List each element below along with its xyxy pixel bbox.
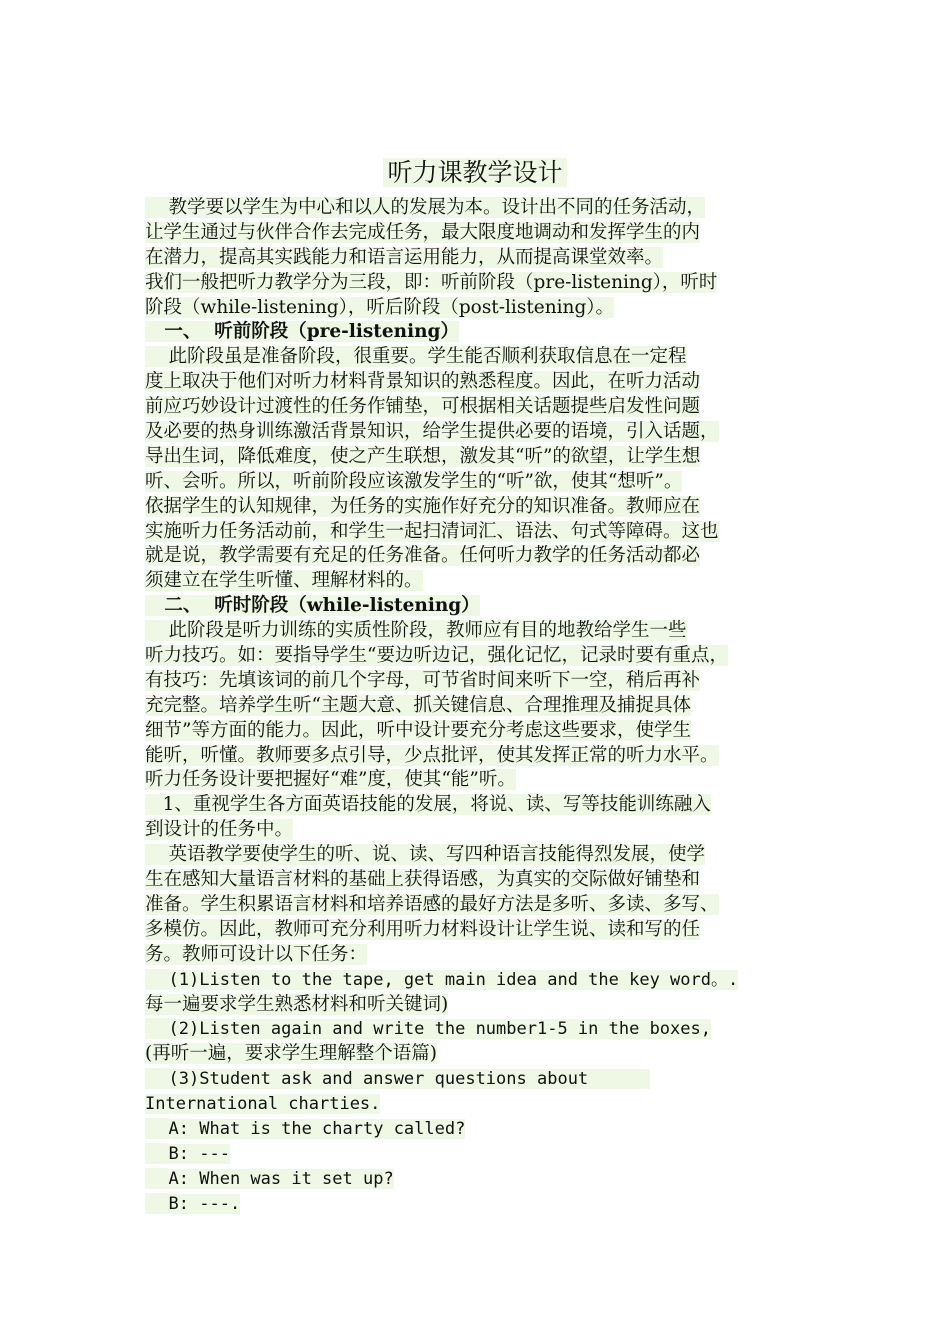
text-line — [145, 893, 825, 918]
line-text: 1、重视学生各方面英语技能的发展，将说、读、写等技能训练融入 — [162, 794, 711, 816]
text-line — [145, 793, 825, 818]
line-text: 能听，听懂。教师要多点引导，少点批评，使其发挥正常的听力水平。 — [145, 744, 719, 766]
line-indent — [145, 794, 163, 815]
line-text: 让学生通过与伙伴合作去完成任务，最大限度地调动和发挥学生的内 — [145, 221, 701, 243]
text-line — [145, 1017, 825, 1042]
line-text: A: When was it set up? — [168, 1168, 394, 1189]
line-text: B: --- — [168, 1143, 230, 1164]
text-line — [145, 1142, 825, 1167]
text-line — [145, 719, 825, 744]
text-line — [145, 271, 825, 296]
line-text: 有技巧：先填该词的前几个字母，可节省时间来听下一空，稍后再补 — [145, 669, 701, 691]
line-text: 此阶段虽是准备阶段，很重要。学生能否顺利获取信息在一定程 — [168, 346, 687, 368]
line-indent — [145, 321, 164, 342]
line-indent — [145, 620, 169, 641]
line-text: 我们一般把听力教学分为三段，即：听前阶段（pre-listening），听时 — [145, 271, 718, 293]
line-indent — [145, 844, 169, 865]
line-text: 务。教师可设计以下任务： — [145, 943, 368, 965]
text-line — [145, 943, 825, 968]
text-line — [145, 968, 825, 993]
text-line — [145, 1192, 825, 1217]
line-text: 准备。学生积累语言材料和培养语感的最好方法是多听、多读、多写、 — [145, 893, 719, 915]
text-line — [145, 868, 825, 893]
line-text: B: ---. — [168, 1193, 241, 1214]
text-line — [145, 669, 825, 694]
line-text: 英语教学要使学生的听、说、读、写四种语言技能得烈发展，使学 — [168, 844, 706, 866]
line-indent — [145, 1168, 169, 1189]
line-text: A: What is the charty called? — [168, 1118, 466, 1139]
text-line — [145, 345, 825, 370]
line-indent — [145, 197, 169, 218]
line-text: 前应巧妙设计过渡性的任务作铺垫，可根据相关话题提些启发性问题 — [145, 396, 701, 418]
line-text: International charties. — [145, 1094, 381, 1115]
line-indent — [145, 969, 169, 990]
line-text: 导出生词，降低难度，使之产生联想，激发其“听”的欲望，让学生想 — [145, 445, 701, 467]
line-text: 听力技巧。如：要指导学生“要边听边记，强化记忆，记录时要有重点， — [145, 645, 728, 667]
text-line — [145, 544, 825, 569]
document-body — [145, 196, 825, 1217]
section-heading — [145, 594, 825, 619]
text-line — [145, 993, 825, 1018]
text-line — [145, 1167, 825, 1192]
text-line — [145, 569, 825, 594]
text-line — [145, 694, 825, 719]
line-text: 依据学生的认知规律，为任务的实施作好充分的知识准备。教师应在 — [145, 495, 701, 517]
line-text: 此阶段是听力训练的实质性阶段，教师应有目的地教给学生一些 — [168, 620, 687, 642]
text-line — [145, 619, 825, 644]
text-line — [145, 1092, 825, 1117]
line-text: 细节”等方面的能力。因此，听中设计要充分考虑这些要求，使学生 — [145, 719, 691, 741]
text-line — [145, 221, 825, 246]
line-text: 教学要以学生为中心和以人的发展为本。设计出不同的任务活动， — [168, 197, 706, 218]
line-text: (1)Listen to the tape, get main idea and the key word。. — [168, 969, 739, 990]
text-line — [145, 843, 825, 868]
line-indent — [145, 1193, 169, 1214]
text-line — [145, 495, 825, 520]
text-line — [145, 370, 825, 395]
line-text: 多模仿。因此，教师可充分利用听力材料设计让学生说、读和写的任 — [145, 918, 701, 940]
line-text: 度上取决于他们对听力材料背景知识的熟悉程度。因此，在听力活动 — [145, 371, 701, 393]
line-text: (3)Student ask and answer questions about — [168, 1069, 650, 1090]
text-line — [145, 744, 825, 769]
text-line — [145, 1067, 825, 1092]
line-text: 每一遍要求学生熟悉材料和听关键词) — [145, 993, 449, 1015]
text-line — [145, 1042, 825, 1067]
text-line — [145, 1117, 825, 1142]
line-text: 听力任务设计要把握好“难”度，使其“能”听。 — [145, 769, 516, 791]
line-text: 听、会听。所以，听前阶段应该激发学生的“听”欲，使其“想听”。 — [145, 470, 683, 492]
line-indent — [145, 1143, 169, 1164]
text-line — [145, 818, 825, 843]
line-text: 实施听力任务活动前，和学生一起扫清词汇、语法、句式等障碍。这也 — [145, 520, 719, 542]
line-text: 就是说，教学需要有充足的任务准备。任何听力教学的任务活动都必 — [145, 545, 701, 567]
text-line — [145, 768, 825, 793]
line-indent — [145, 1118, 169, 1139]
line-text: 一、 听前阶段（pre-listening） — [164, 321, 459, 343]
text-line — [145, 196, 825, 221]
text-line — [145, 445, 825, 470]
text-line — [145, 395, 825, 420]
text-line — [145, 246, 825, 271]
line-text: 充完整。培养学生听“主题大意、抓关键信息、合理推理及捕捉具体 — [145, 694, 691, 716]
text-line — [145, 470, 825, 495]
text-line — [145, 420, 825, 445]
line-text: 阶段（while-listening），听后阶段（post-listening）。 — [145, 296, 615, 318]
section-heading — [145, 320, 825, 345]
text-line — [145, 918, 825, 943]
line-text: 二、 听时阶段（while-listening） — [164, 595, 480, 617]
line-text: (2)Listen again and write the number1-5 in the boxes, — [168, 1019, 711, 1040]
line-indent — [145, 1068, 169, 1089]
line-text: 到设计的任务中。 — [145, 819, 294, 841]
line-indent — [145, 1018, 169, 1039]
document-title: 听力课教学设计 — [0, 154, 950, 192]
line-text: 及必要的热身训练激活背景知识，给学生提供必要的语境，引入话题， — [145, 421, 719, 443]
line-text: (再听一遍，要求学生理解整个语篇) — [145, 1043, 437, 1065]
text-line — [145, 520, 825, 545]
line-indent — [145, 346, 169, 367]
line-text: 生在感知大量语言材料的基础上获得语感，为真实的交际做好铺垫和 — [145, 869, 701, 891]
line-indent — [145, 595, 164, 616]
line-text: 在潜力，提高其实践能力和语言运用能力，从而提高课堂效率。 — [145, 246, 664, 268]
line-text: 须建立在学生听懂、理解材料的。 — [145, 570, 423, 592]
text-line — [145, 644, 825, 669]
text-line — [145, 296, 825, 321]
